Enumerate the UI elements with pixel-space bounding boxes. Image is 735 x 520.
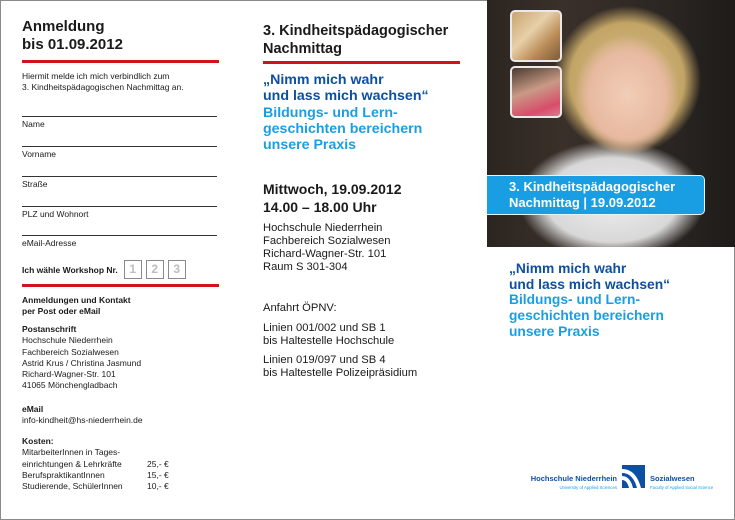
thumbnail-photo-1 [510, 10, 562, 62]
hs-niederrhein-logo-icon [622, 465, 645, 488]
faculty-subtitle: Faculty of Applied Social Science [650, 485, 714, 490]
postal-line: Fachbereich Sozialwesen [22, 346, 119, 357]
event-date: Mittwoch, 19.09.2012 [263, 181, 402, 197]
event-datetime [263, 181, 402, 216]
motto-quote-line: und lass mich wachsen“ [263, 88, 429, 105]
field-label: Straße [22, 179, 48, 189]
cost-label: einrichtungen & Lehrkräfte [22, 458, 122, 469]
faculty-name-block [650, 474, 713, 490]
transit-route-line: bis Haltestelle Hochschule [263, 335, 395, 347]
banner-line: 3. Kindheitspädagogischer [509, 179, 676, 194]
motto-quote-line: und lass mich wachsen“ [509, 276, 671, 292]
costs-heading: Kosten: [22, 436, 54, 446]
email-field[interactable] [22, 235, 217, 248]
registration-intro [22, 71, 184, 94]
field-label: PLZ und Wohnort [22, 209, 89, 219]
workshop-checkbox-3[interactable]: 3 [168, 260, 186, 279]
motto-subtitle-line: unsere Praxis [509, 323, 600, 339]
first-name-field[interactable] [22, 146, 217, 159]
motto-subtitle-line: geschichten bereichern [263, 120, 423, 137]
motto-subtitle-line: Bildungs- und Lern- [263, 104, 398, 121]
banner-line: Nachmittag | 19.09.2012 [509, 195, 656, 210]
email-contact [22, 404, 143, 427]
cover-panel [487, 0, 735, 520]
intro-line: 3. Kindheitspädagogischen Nachmittag an. [22, 82, 184, 93]
event-info-panel [245, 0, 487, 520]
red-divider [263, 61, 460, 64]
cost-price: 15,- € [147, 469, 169, 480]
cover-motto [509, 261, 670, 340]
transit-heading: Anfahrt ÖPNV: [263, 302, 337, 314]
postal-line: Astrid Krus / Christina Jasmund [22, 357, 142, 368]
zip-city-field[interactable] [22, 206, 217, 219]
workshop-selection [22, 260, 186, 279]
intro-line: Hiermit melde ich mich verbindlich zum [22, 71, 170, 81]
field-label: Vorname [22, 149, 57, 159]
registration-deadline: bis 01.09.2012 [22, 36, 123, 53]
event-motto [263, 72, 429, 153]
address-line: Richard-Wagner-Str. 101 [263, 248, 387, 260]
university-subtitle: University of Applied Sciences [559, 485, 617, 490]
event-banner [487, 175, 705, 215]
motto-subtitle-line: unsere Praxis [263, 137, 357, 154]
university-name: Hochschule Niederrhein [530, 474, 617, 483]
costs-table [22, 447, 187, 492]
registration-title [22, 18, 123, 54]
university-name-block [522, 474, 617, 490]
cost-label: MitarbeiterInnen in Tages- [22, 447, 121, 458]
motto-quote-line: „Nimm mich wahr [509, 261, 627, 276]
contact-heading-line: per Post oder eMail [22, 306, 101, 317]
faculty-name: Sozialwesen [650, 474, 695, 483]
workshop-label: Ich wähle Workshop Nr. [22, 264, 118, 275]
address-line: Raum S 301-304 [263, 261, 348, 273]
transit-route-line: Linien 001/002 und SB 1 [263, 322, 386, 334]
registration-panel [0, 0, 245, 520]
postal-line: Richard-Wagner-Str. 101 [22, 369, 116, 380]
workshop-checkbox-1[interactable]: 1 [124, 260, 142, 279]
contact-heading [22, 295, 131, 318]
transit-info [263, 302, 417, 380]
motto-subtitle-line: geschichten bereichern [509, 308, 664, 324]
cost-price: 10,- € [147, 481, 169, 492]
event-address [263, 222, 390, 274]
email-link[interactable]: info-kindheit@hs-niederrhein.de [22, 415, 143, 426]
cost-label: Studierende, SchülerInnen [22, 481, 123, 492]
address-line: Hochschule Niederrhein [263, 222, 383, 234]
transit-route-line: bis Haltestelle Polizeipräsidium [263, 367, 418, 379]
postal-address [22, 324, 141, 392]
street-field[interactable] [22, 176, 217, 189]
red-divider [22, 60, 219, 63]
email-heading: eMail [22, 404, 44, 414]
cost-price: 25,- € [147, 458, 169, 469]
transit-route-line: Linien 019/097 und SB 4 [263, 354, 386, 366]
cost-price [147, 447, 187, 458]
event-title-line: Nachmittag [263, 41, 342, 57]
thumbnail-photo-2 [510, 66, 562, 118]
postal-line: 41065 Mönchengladbach [22, 380, 118, 391]
event-title [263, 22, 448, 58]
child-photo [487, 0, 735, 247]
workshop-checkbox-2[interactable]: 2 [146, 260, 164, 279]
field-label: Name [22, 119, 45, 129]
event-title-line: 3. Kindheitspädagogischer [263, 23, 449, 39]
event-time: 14.00 – 18.00 Uhr [263, 198, 377, 215]
motto-quote-line: „Nimm mich wahr [263, 72, 384, 88]
costs-section [22, 436, 187, 492]
postal-heading: Postanschrift [22, 324, 77, 334]
registration-title-line1: Anmeldung [22, 18, 105, 35]
motto-subtitle-line: Bildungs- und Lern- [509, 292, 641, 308]
contact-heading-line: Anmeldungen und Kontakt [22, 295, 131, 305]
red-divider [22, 284, 219, 287]
field-label: eMail-Adresse [22, 238, 77, 248]
address-line: Fachbereich Sozialwesen [263, 235, 391, 247]
cost-label: BerufspraktikantInnen [22, 469, 105, 480]
name-field[interactable] [22, 116, 217, 129]
postal-line: Hochschule Niederrhein [22, 335, 113, 346]
